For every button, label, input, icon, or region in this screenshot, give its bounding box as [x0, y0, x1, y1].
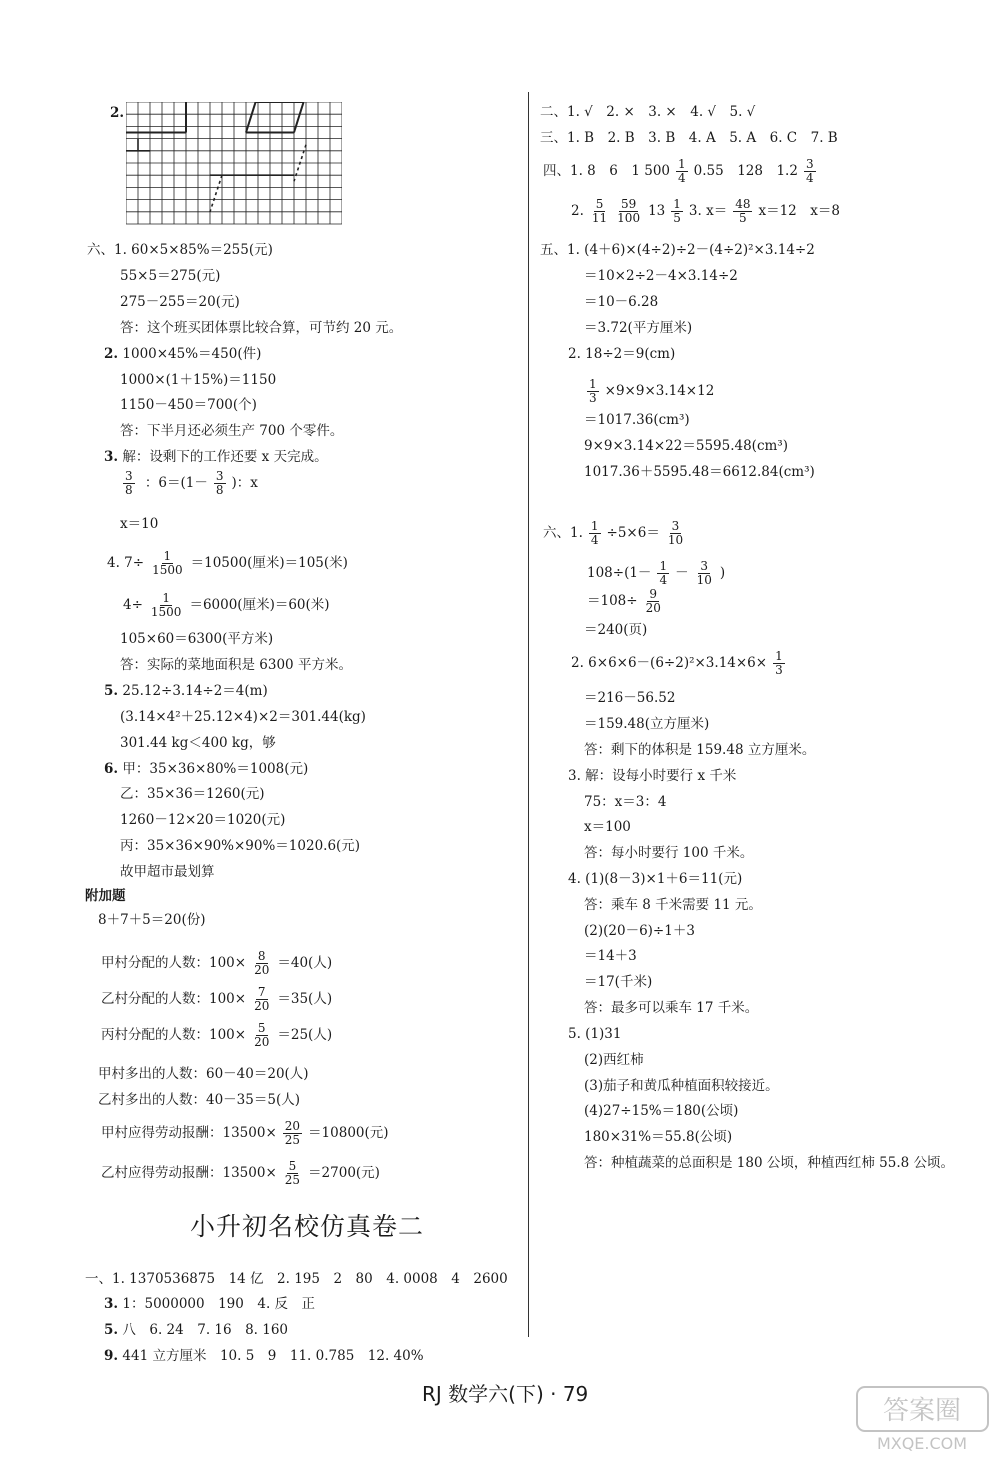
line-text: ) — [719, 565, 726, 581]
line-text: 8＋7＋5＝20(份) — [98, 912, 206, 928]
line-text: 丙村分配的人数：100× — [101, 1027, 247, 1043]
line-text: (3)茄子和黄瓜种植面积较接近。 — [584, 1078, 779, 1094]
line-text: ÷5×6＝ — [606, 525, 660, 541]
answer-line — [98, 986, 335, 1013]
answer-line — [584, 974, 652, 990]
denominator: 8 — [215, 483, 224, 497]
answer-line — [584, 378, 717, 405]
fraction — [150, 550, 185, 577]
line-text: x＝100 — [584, 819, 631, 835]
answer-line — [120, 592, 333, 619]
denominator: 25 — [284, 1133, 301, 1147]
answer-line — [120, 735, 276, 751]
answer-line — [120, 812, 285, 828]
line-text: 4. (1)(8－3)×1＋6＝11(元) — [568, 871, 743, 887]
line-text: 3. x＝ — [688, 203, 728, 219]
denominator: 25 — [284, 1173, 301, 1187]
line-text: 答：下半月还必须生产 700 个零件。 — [120, 423, 344, 439]
answer-line — [120, 294, 240, 310]
line-text: ＝159.48(立方厘米) — [584, 716, 710, 732]
answer-line — [120, 268, 220, 284]
section-title: 小升初名校仿真卷二 — [190, 1212, 425, 1241]
denominator: 1500 — [152, 563, 183, 577]
line-text: ＝40(人) — [277, 955, 333, 971]
line-text: 解：设剩下的工作还要 x 天完成。 — [118, 449, 328, 465]
fraction — [283, 1120, 302, 1147]
answer-line — [568, 1026, 621, 1042]
denominator: 3 — [775, 663, 783, 677]
answer-line — [568, 198, 843, 225]
answer-line — [87, 242, 273, 258]
line-text: 1：5000000 190 4. 反 正 — [118, 1296, 316, 1312]
answer-line — [584, 1129, 732, 1145]
denominator: 20 — [254, 963, 270, 977]
denominator: 11 — [591, 211, 608, 225]
fraction — [214, 470, 226, 497]
line-text: ＝1017.36(cm³) — [584, 412, 690, 428]
answer-line — [584, 794, 666, 810]
line-text: 六、1. 60×5×85%＝255(元) — [87, 242, 273, 258]
line-text: ＝216－56.52 — [584, 690, 676, 706]
answer-line — [110, 105, 124, 121]
answer-line — [584, 1000, 758, 1016]
numerator: 9 — [649, 587, 658, 601]
answer-line — [120, 372, 276, 388]
answer-line — [104, 683, 268, 699]
line-text: 八 6. 24 7. 16 8. 160 — [118, 1322, 289, 1338]
answer-line — [540, 158, 819, 185]
fraction — [283, 1160, 302, 1187]
answer-line — [120, 470, 261, 497]
line-text: 六、1. — [543, 525, 583, 541]
answer-line — [120, 864, 215, 880]
line-text: 答：实际的菜地面积是 6300 平方米。 — [120, 657, 352, 673]
numerator: 1 — [678, 157, 686, 171]
numerator: 1 — [590, 519, 599, 533]
denominator: 10 — [667, 533, 684, 547]
answer-line — [584, 1103, 738, 1119]
shape-dashed-edge — [210, 175, 222, 212]
line-text: 答：剩下的体积是 159.48 立方厘米。 — [584, 742, 816, 758]
denominator: 4 — [805, 171, 814, 185]
answer-line — [120, 657, 352, 673]
item-number: 2. — [110, 105, 125, 121]
numerator: 3 — [215, 469, 224, 483]
denominator: 100 — [617, 211, 641, 225]
line-text: 4. 7÷ — [107, 555, 145, 571]
fraction — [252, 950, 271, 977]
grid-figure — [126, 102, 342, 226]
answer-line — [120, 631, 273, 647]
answer-line — [104, 346, 261, 362]
line-text: 2. — [571, 203, 584, 219]
line-text: 五、1. (4＋6)×(4÷2)÷2－(4÷2)²×3.14÷2 — [540, 242, 815, 258]
answer-line — [104, 761, 308, 777]
line-text: 1000×(1＋15%)＝1150 — [120, 372, 277, 388]
item-number: 5. — [104, 1322, 119, 1338]
fraction — [589, 520, 601, 547]
fraction — [590, 198, 609, 225]
answer-line — [540, 104, 755, 120]
fraction — [773, 650, 785, 677]
denominator: 4 — [590, 533, 599, 547]
line-text: 二、1. √ 2. × 3. × 4. √ 5. √ — [540, 104, 756, 120]
item-number: 附加题 — [85, 888, 126, 904]
column-divider — [528, 92, 529, 1337]
answer-line — [584, 268, 738, 284]
answer-line — [584, 923, 695, 939]
answer-line — [104, 1296, 315, 1312]
line-text: 1000×45%＝450(件) — [118, 346, 262, 362]
answer-line — [584, 412, 690, 428]
fraction — [671, 198, 683, 225]
answer-line — [568, 650, 788, 677]
numerator: 1 — [163, 549, 172, 563]
line-text: (3.14×4²＋25.12×4)×2＝301.44(kg) — [120, 709, 366, 725]
line-text: 答：最多可以乘车 17 千米。 — [584, 1000, 759, 1016]
fraction — [252, 986, 271, 1013]
fraction — [666, 520, 685, 547]
item-number: 3. — [104, 1296, 119, 1312]
denominator: 3 — [589, 391, 597, 405]
numerator: 3 — [125, 469, 133, 483]
numerator: 8 — [257, 949, 266, 963]
line-text: 1150－450＝700(个) — [120, 397, 257, 413]
answer-line — [120, 423, 343, 439]
answer-line — [540, 242, 815, 258]
watermark-logo — [855, 1385, 990, 1455]
answer-line — [98, 912, 205, 928]
line-text: 答：种植蔬菜的总面积是 180 公顷，种植西红柿 55.8 公顷。 — [584, 1155, 954, 1171]
line-text: (4)27÷15%＝180(公顷) — [584, 1103, 739, 1119]
numerator: 5 — [288, 1159, 297, 1173]
numerator: 5 — [595, 197, 604, 211]
numerator: 59 — [620, 197, 637, 211]
line-text: ＝25(人) — [277, 1027, 333, 1043]
numerator: 3 — [805, 157, 814, 171]
answer-line — [584, 716, 709, 732]
fraction — [657, 560, 669, 587]
fraction — [587, 378, 599, 405]
fraction — [733, 198, 752, 225]
answer-line — [584, 438, 788, 454]
denominator: 20 — [254, 1035, 270, 1049]
answer-line — [98, 1120, 392, 1147]
denominator: 5 — [673, 211, 681, 225]
line-text: 甲村多出的人数：60－40＝20(人) — [98, 1066, 309, 1082]
answer-line — [584, 845, 753, 861]
line-text: 2. 6×6×6－(6÷2)²×3.14×6× — [571, 655, 768, 671]
line-text: 甲村应得劳动报酬：13500× — [101, 1125, 277, 1141]
line-text: 25.12÷3.14÷2＝4(m) — [118, 683, 268, 699]
line-text: ＝108÷ — [587, 593, 638, 609]
line-text: x＝12 x＝8 — [758, 203, 840, 219]
line-text: ＝10－6.28 — [584, 294, 659, 310]
answer-line — [98, 950, 335, 977]
line-text: ＝2700(元) — [308, 1165, 380, 1181]
numerator: 1 — [659, 559, 668, 573]
line-text: 1260－12×20＝1020(元) — [120, 812, 286, 828]
answer-line — [540, 520, 688, 547]
answer-line — [584, 294, 658, 310]
answer-line — [584, 742, 815, 758]
fraction — [804, 158, 816, 185]
line-text: x＝10 — [120, 516, 159, 532]
answer-line — [104, 1322, 288, 1338]
denominator: 4 — [659, 573, 668, 587]
line-text: 乙村多出的人数：40－35＝5(人) — [98, 1092, 300, 1108]
answer-line — [120, 786, 265, 802]
numerator: 5 — [257, 1021, 266, 1035]
line-text: ：6＝(1－ — [140, 475, 208, 491]
shape-edge — [294, 102, 304, 133]
answer-line — [98, 1022, 335, 1049]
line-text: 甲：35×36×80%＝1008(元) — [118, 761, 309, 777]
line-text: 1017.36＋5595.48＝6612.84(cm³) — [584, 464, 815, 480]
line-text: ＝6000(厘米)＝60(米) — [189, 597, 330, 613]
line-text: 故甲超市最划算 — [120, 864, 215, 880]
line-text: ＝17(千米) — [584, 974, 653, 990]
numerator: 3 — [671, 519, 680, 533]
answer-line — [120, 516, 158, 532]
denominator: 8 — [125, 483, 133, 497]
answer-line — [120, 709, 366, 725]
answer-line — [85, 888, 126, 904]
answer-line — [584, 588, 666, 615]
answer-line — [584, 690, 675, 706]
answer-line — [584, 464, 815, 480]
line-text: 三、1. B 2. B 3. B 4. A 5. A 6. C 7. B — [540, 130, 838, 146]
answer-line — [568, 768, 736, 784]
answer-line — [104, 550, 351, 577]
answer-line — [120, 397, 257, 413]
answer-line — [584, 622, 647, 638]
line-text: 乙村应得劳动报酬：13500× — [101, 1165, 277, 1181]
answer-line — [584, 1155, 954, 1171]
line-text: 441 立方厘米 10. 5 9 11. 0.785 12. 40% — [118, 1348, 424, 1364]
line-text: 55×5＝275(元) — [120, 268, 221, 284]
item-number: 5. — [104, 683, 119, 699]
line-text: 275－255＝20(元) — [120, 294, 240, 310]
line-text: ＝3.72(平方厘米) — [584, 320, 693, 336]
line-text: 9×9×3.14×22＝5595.48(cm³) — [584, 438, 788, 454]
line-text: 答：乘车 8 千米需要 11 元。 — [584, 897, 762, 913]
answer-line — [85, 1271, 508, 1287]
line-text: 4÷ — [123, 597, 143, 613]
answer-line — [584, 897, 762, 913]
answer-line — [584, 948, 637, 964]
answer-line — [98, 1066, 309, 1082]
svg-text:MXQE.COM: MXQE.COM — [876, 1434, 968, 1453]
answer-line — [104, 1348, 424, 1364]
answer-line — [104, 449, 328, 465]
line-text: 甲村分配的人数：100× — [101, 955, 247, 971]
answer-line — [98, 1160, 383, 1187]
line-text: 2. 18÷2＝9(cm) — [568, 346, 676, 362]
fraction — [149, 592, 184, 619]
line-text: ＝14＋3 — [584, 948, 637, 964]
answer-line — [120, 838, 360, 854]
answer-line — [568, 871, 742, 887]
numerator: 1 — [589, 377, 597, 391]
fraction — [695, 560, 714, 587]
line-text: ＝10×2÷2－4×3.14÷2 — [584, 268, 738, 284]
line-text: (2)西红柿 — [584, 1052, 644, 1068]
line-text: (2)(20－6)÷1＋3 — [584, 923, 695, 939]
answer-line — [540, 130, 838, 146]
line-text: 5. (1)31 — [568, 1026, 622, 1042]
line-text: 乙村分配的人数：100× — [101, 991, 247, 1007]
fraction — [123, 470, 135, 497]
line-text: 乙：35×36＝1260(元) — [120, 786, 265, 802]
numerator: 48 — [735, 197, 751, 211]
numerator: 7 — [257, 985, 266, 999]
line-text: ×9×9×3.14×12 — [604, 383, 715, 399]
line-text: 0.55 128 1.2 — [693, 163, 798, 179]
line-text: ＝10800(元) — [308, 1125, 389, 1141]
answer-line — [584, 1078, 779, 1094]
line-text: 301.44 kg＜400 kg，够 — [120, 735, 276, 751]
line-text: 105×60＝6300(平方米) — [120, 631, 274, 647]
fraction — [252, 1022, 271, 1049]
numerator: 1 — [162, 591, 170, 605]
line-text: － — [675, 565, 689, 581]
answer-line — [584, 320, 692, 336]
line-text: 75：x＝3：4 — [584, 794, 667, 810]
answer-line — [98, 1092, 300, 1108]
line-text: ＝35(人) — [277, 991, 333, 1007]
line-text: 丙：35×36×90%×90%＝1020.6(元) — [120, 838, 361, 854]
denominator: 20 — [645, 601, 661, 615]
line-text: ＝240(页) — [584, 622, 648, 638]
answer-line — [584, 1052, 644, 1068]
item-number: 9. — [104, 1348, 119, 1364]
svg-text:答案圈: 答案圈 — [882, 1396, 962, 1426]
denominator: 1500 — [150, 605, 182, 619]
item-number: 3. — [104, 449, 119, 465]
line-text: )：x — [231, 475, 258, 491]
denominator: 5 — [739, 211, 747, 225]
denominator: 4 — [678, 171, 686, 185]
fraction — [644, 588, 663, 615]
line-text: 答：每小时要行 100 千米。 — [584, 845, 754, 861]
line-text: 180×31%＝55.8(公顷) — [584, 1129, 733, 1145]
fraction — [676, 158, 688, 185]
line-text: 13 — [648, 203, 666, 219]
answer-line — [568, 346, 675, 362]
numerator: 20 — [284, 1119, 301, 1133]
line-text: ＝10500(厘米)＝105(米) — [190, 555, 348, 571]
line-text: 108÷(1－ — [587, 565, 652, 581]
numerator: 1 — [775, 649, 783, 663]
answer-line — [584, 560, 728, 587]
item-number: 2. — [104, 346, 119, 362]
denominator: 10 — [696, 573, 712, 587]
item-number: 6. — [104, 761, 119, 777]
line-text: 答：这个班买团体票比较合算，可节约 20 元。 — [120, 320, 403, 336]
fraction — [615, 198, 642, 225]
page-footer: RJ 数学六(下) · 79 — [422, 1382, 589, 1406]
numerator: 3 — [700, 559, 709, 573]
denominator: 20 — [254, 999, 270, 1013]
answer-line — [120, 320, 402, 336]
line-text: 四、1. 8 6 1 500 — [543, 163, 670, 179]
line-text: 3. 解：设每小时要行 x 千米 — [568, 768, 737, 784]
answer-line — [584, 819, 631, 835]
line-text: 一、1. 1370536875 14 亿 2. 195 2 80 4. 0008 4 2600 — [85, 1271, 508, 1287]
numerator: 1 — [673, 197, 681, 211]
shape-edge — [246, 102, 256, 133]
